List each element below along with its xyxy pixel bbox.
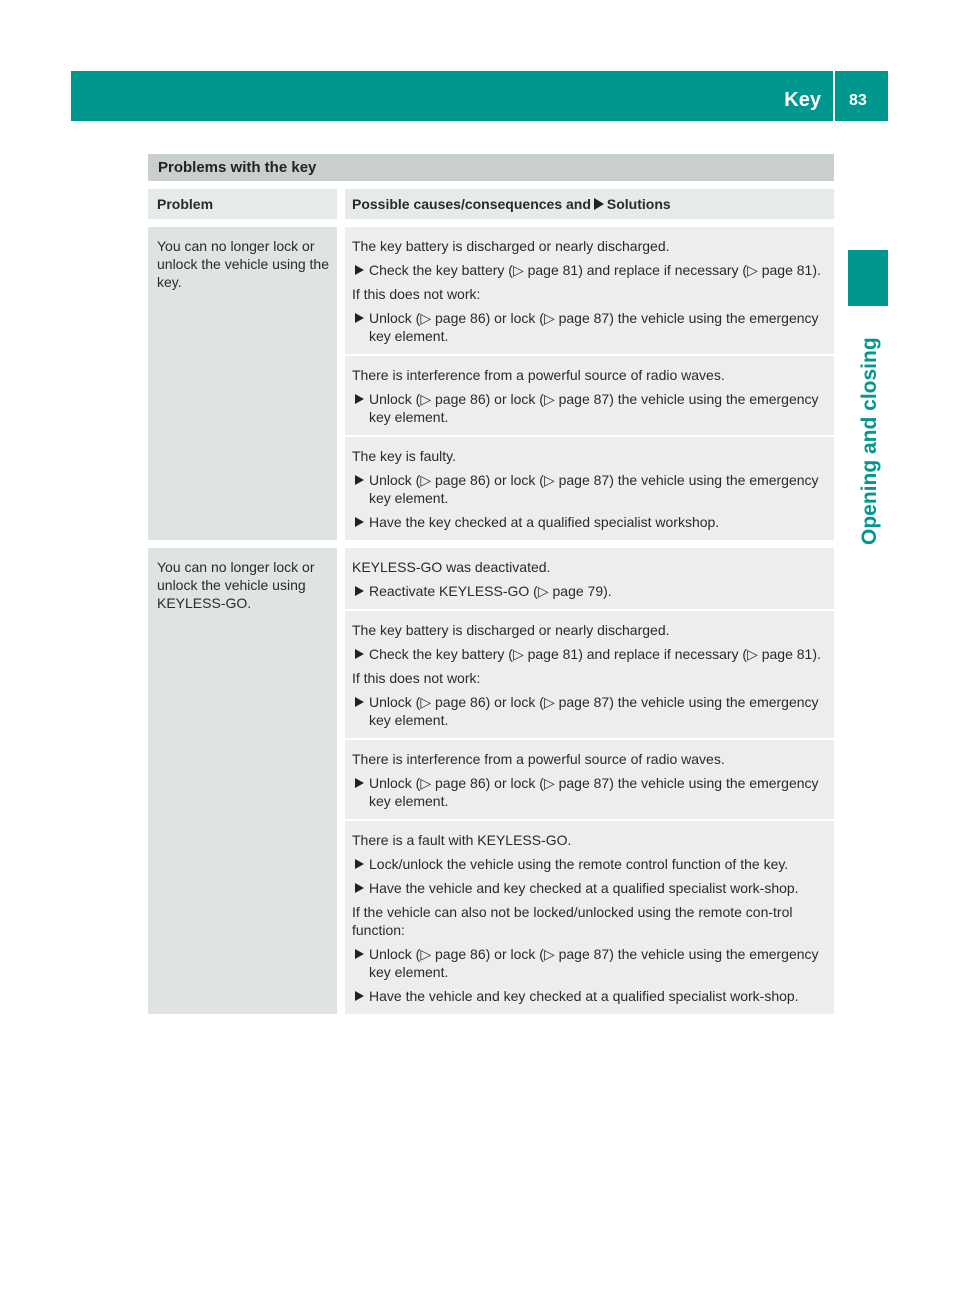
cause-text: There is interference from a powerful source of radio waves. xyxy=(352,751,725,767)
solutions-column xyxy=(345,548,834,1014)
column-header-problem: Problem xyxy=(148,189,345,219)
action-text: Lock/unlock the vehicle using the remote control function of the key. xyxy=(369,856,789,872)
action-arrow-icon xyxy=(355,649,364,659)
column-header-causes: Possible causes/consequences and xyxy=(352,196,591,212)
action-step xyxy=(352,261,834,279)
problem-group xyxy=(148,548,834,1014)
table-title: Problems with the key xyxy=(148,154,834,181)
problem-cell: You can no longer lock or unlock the vehicle using KEYLESS-GO. xyxy=(148,548,345,1014)
action-arrow-icon xyxy=(355,265,364,275)
cause-cell xyxy=(345,738,834,819)
action-step xyxy=(352,879,834,897)
cause-text: The key is faulty. xyxy=(352,448,457,464)
action-text: Unlock (▷ page 86) or lock (▷ page 87) the vehicle using the emergency key element. xyxy=(369,391,819,425)
action-text: Unlock (▷ page 86) or lock (▷ page 87) the vehicle using the emergency key element. xyxy=(369,775,819,809)
cause-cell xyxy=(345,609,834,738)
problem-cell: You can no longer lock or unlock the vehicle using the key. xyxy=(148,227,345,540)
action-step xyxy=(352,987,834,1005)
action-arrow-icon xyxy=(355,313,364,323)
note-text: If this does not work: xyxy=(352,286,481,302)
cause-text: The key battery is discharged or nearly discharged. xyxy=(352,622,670,638)
column-header-solutions-label: Solutions xyxy=(606,196,671,212)
cause-cell xyxy=(345,227,834,354)
cause-cell xyxy=(345,435,834,540)
action-arrow-icon xyxy=(355,394,364,404)
action-arrow-icon xyxy=(355,778,364,788)
cause-text: There is interference from a powerful source of radio waves. xyxy=(352,367,725,383)
note-text: If this does not work: xyxy=(352,670,481,686)
action-step xyxy=(352,774,834,810)
cause-cell xyxy=(345,548,834,609)
action-arrow-icon xyxy=(355,697,364,707)
column-header-solutions xyxy=(345,189,834,219)
solutions-column xyxy=(345,227,834,540)
action-step xyxy=(352,309,834,345)
cause-text: KEYLESS-GO was deactivated. xyxy=(352,559,551,575)
action-text: Have the vehicle and key checked at a qualified specialist work-shop. xyxy=(369,880,799,896)
cause-cell xyxy=(345,819,834,1014)
chapter-tab xyxy=(848,250,888,306)
action-arrow-icon xyxy=(355,883,364,893)
action-text: Have the key checked at a qualified specialist workshop. xyxy=(369,514,720,530)
action-arrow-icon xyxy=(355,991,364,1001)
action-text: Unlock (▷ page 86) or lock (▷ page 87) the vehicle using the emergency key element. xyxy=(369,946,819,980)
action-text: Unlock (▷ page 86) or lock (▷ page 87) the vehicle using the emergency key element. xyxy=(369,694,819,728)
section-title: Key xyxy=(784,89,821,111)
note-text: If the vehicle can also not be locked/unlocked using the remote con-trol function: xyxy=(352,904,793,938)
action-step xyxy=(352,471,834,507)
problem-group xyxy=(148,227,834,540)
table-header-row xyxy=(148,189,834,219)
action-step xyxy=(352,513,834,531)
action-step xyxy=(352,693,834,729)
cause-text: The key battery is discharged or nearly discharged. xyxy=(352,238,670,254)
solution-arrow-icon xyxy=(594,198,604,210)
action-text: Check the key battery (▷ page 81) and replace if necessary (▷ page 81). xyxy=(369,262,821,278)
cause-cell xyxy=(345,354,834,435)
page-header-bar xyxy=(71,71,888,121)
action-step xyxy=(352,855,834,873)
chapter-label: Opening and closing xyxy=(858,337,881,545)
action-arrow-icon xyxy=(355,517,364,527)
action-text: Unlock (▷ page 86) or lock (▷ page 87) the vehicle using the emergency key element. xyxy=(369,472,819,506)
action-text: Reactivate KEYLESS-GO (▷ page 79). xyxy=(369,583,612,599)
action-step xyxy=(352,645,834,663)
page-number: 83 xyxy=(849,92,867,109)
action-text: Unlock (▷ page 86) or lock (▷ page 87) the vehicle using the emergency key element. xyxy=(369,310,819,344)
action-arrow-icon xyxy=(355,949,364,959)
action-text: Have the vehicle and key checked at a qualified specialist work-shop. xyxy=(369,988,799,1004)
action-step xyxy=(352,582,834,600)
action-step xyxy=(352,390,834,426)
problems-table xyxy=(148,154,834,1014)
header-divider xyxy=(833,71,835,121)
cause-text: There is a fault with KEYLESS-GO. xyxy=(352,832,572,848)
action-step xyxy=(352,945,834,981)
action-arrow-icon xyxy=(355,475,364,485)
action-text: Check the key battery (▷ page 81) and replace if necessary (▷ page 81). xyxy=(369,646,821,662)
action-arrow-icon xyxy=(355,586,364,596)
action-arrow-icon xyxy=(355,859,364,869)
